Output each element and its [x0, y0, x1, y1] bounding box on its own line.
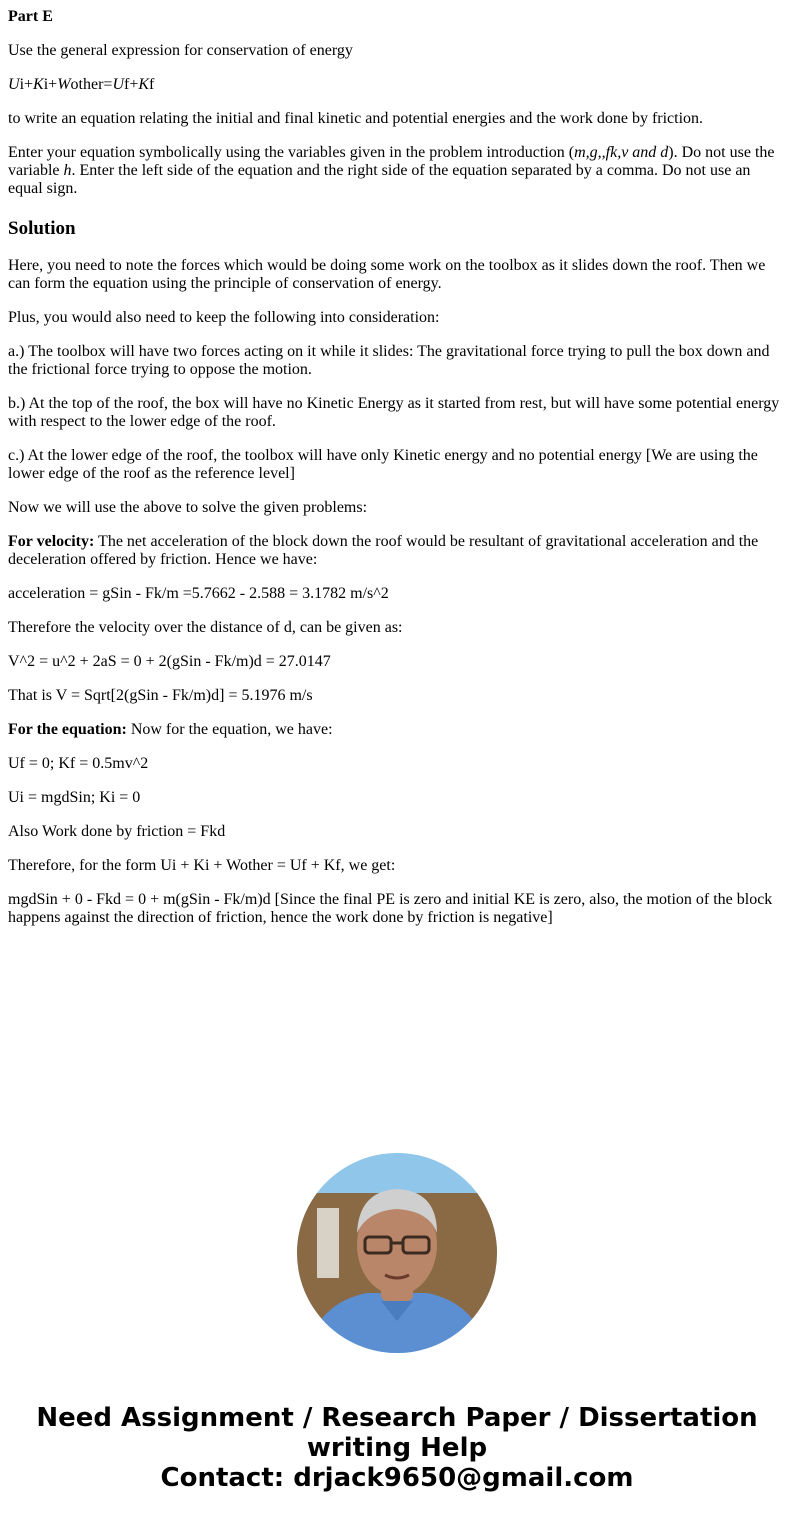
initial-energies-line: Ui = mgdSin; Ki = 0: [8, 789, 141, 806]
footer-contact: Contact: drjack9650@gmail.com: [160, 1463, 634, 1493]
equation-paragraph: For the equation: Now for the equation, we have:: [8, 721, 333, 738]
therefore-velocity-line: Therefore the velocity over the distance of d, can be given as:: [8, 619, 403, 636]
avatar-portrait-image: [297, 1153, 497, 1353]
solution-paragraph-2: Plus, you would also need to keep the following into consideration:: [8, 309, 440, 326]
equation-label: For the equation:: [8, 721, 127, 738]
energy-equation: Ui+Ki+Wother=Uf+Kf: [8, 76, 155, 93]
solution-point-c: c.) At the lower edge of the roof, the toolbox will have only Kinetic energy and no potential energy [We are using the lower edge of the roof as the reference level]: [8, 447, 758, 482]
solution-point-a: a.) The toolbox will have two forces acting on it while it slides: The gravitational force trying to pull the box down and the frictional force trying to oppose the motion.: [8, 343, 770, 378]
friction-work-line: Also Work done by friction = Fkd: [8, 823, 226, 840]
footer-banner: [0, 1403, 794, 1493]
solution-paragraph-6: Now we will use the above to solve the given problems:: [8, 499, 368, 516]
solution-paragraph-1: Here, you need to note the forces which would be doing some work on the toolbox as it slides down the roof. Then we can form the equation using the principle of conservation of energy.: [8, 257, 766, 292]
solution-heading: Solution: [8, 218, 76, 239]
final-energies-line: Uf = 0; Kf = 0.5mv^2: [8, 755, 149, 772]
part-enter-instructions: Enter your equation symbolically using the variables given in the problem introduction (m,g,,fk,v and d). Do not use the variable h. Enter the left side of the equation and the right side of the equation separated by a comma. Do not use an equal sign.: [8, 144, 775, 197]
avatar: [297, 1153, 497, 1353]
acceleration-line: acceleration = gSin - Fk/m =5.7662 - 2.588 = 3.1782 m/s^2: [8, 585, 389, 602]
velocity-squared-line: V^2 = u^2 + 2aS = 0 + 2(gSin - Fk/m)d = 27.0147: [8, 653, 331, 670]
velocity-paragraph: For velocity: The net acceleration of the block down the roof would be resultant of gravitational acceleration and the deceleration offered by friction. Hence we have:: [8, 533, 759, 568]
final-equation-line: mgdSin + 0 - Fkd = 0 + m(gSin - Fk/m)d [Since the final PE is zero and initial KE is zero, also, the motion of the block happens against the direction of friction, hence the work done by friction is negative]: [8, 891, 773, 926]
footer-line-1: Need Assignment / Research Paper / Dissertation: [36, 1403, 758, 1433]
velocity-result-line: That is V = Sqrt[2(gSin - Fk/m)d] = 5.1976 m/s: [8, 687, 313, 704]
velocity-label: For velocity:: [8, 533, 95, 550]
part-heading: Part E: [8, 8, 53, 25]
solution-point-b: b.) At the top of the roof, the box will have no Kinetic Energy as it started from rest, but will have some potential energy with respect to the lower edge of the roof.: [8, 395, 780, 430]
therefore-form-line: Therefore, for the form Ui + Ki + Wother = Uf + Kf, we get:: [8, 857, 396, 874]
part-intro: Use the general expression for conservation of energy: [8, 42, 353, 59]
footer-line-2: writing Help: [306, 1433, 488, 1463]
part-instruction: to write an equation relating the initial and final kinetic and potential energies and the work done by friction.: [8, 110, 704, 127]
